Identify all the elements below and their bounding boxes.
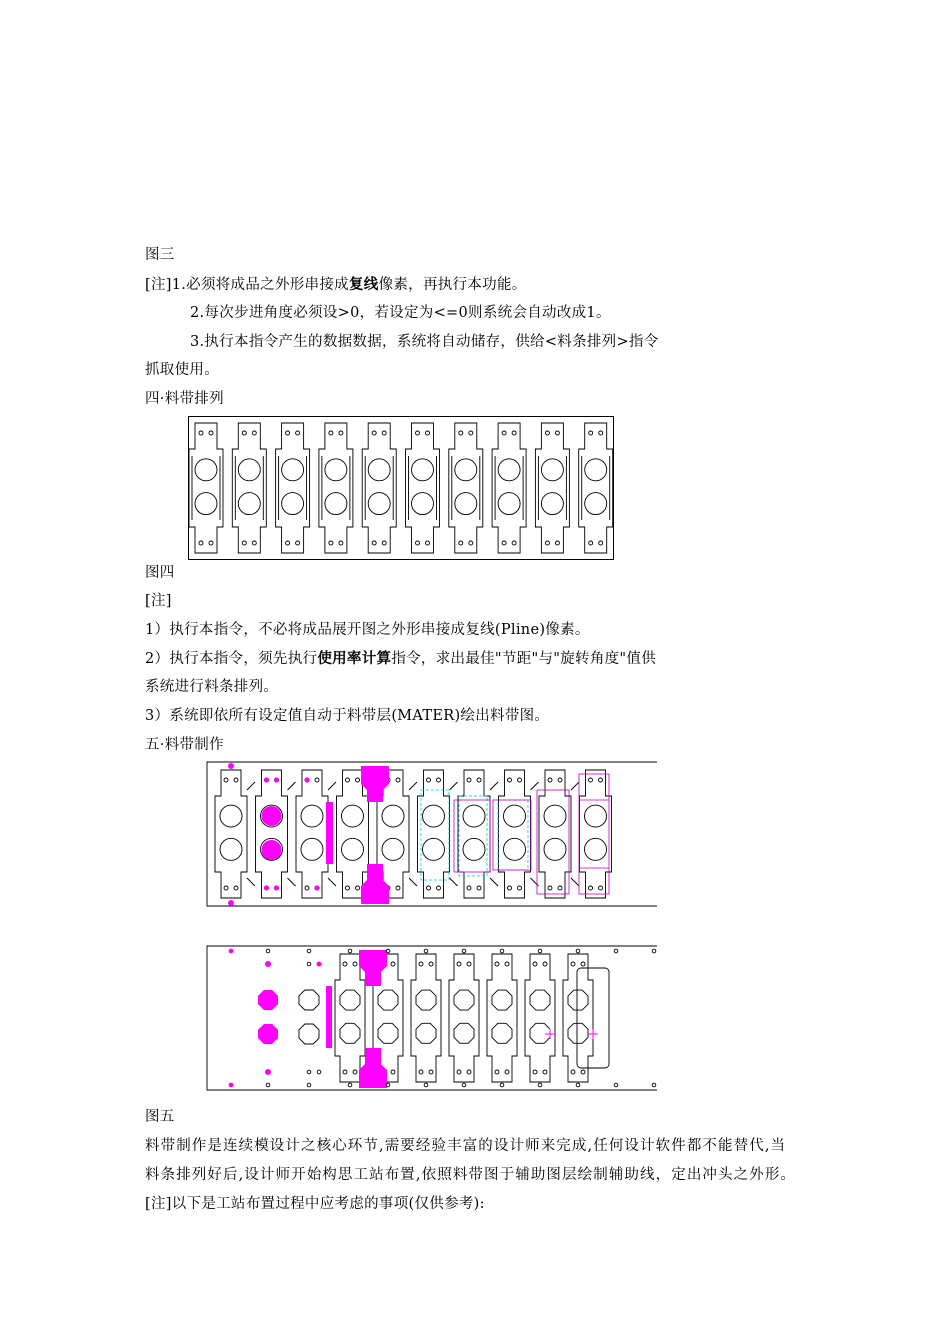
pilot-hole [429,962,433,966]
pilot-hole [462,1083,466,1087]
pilot-hole-punch [264,886,269,891]
part-outline [418,770,450,898]
pilot-hole [224,778,228,782]
part-hole [282,459,304,481]
part-hole [378,990,398,1010]
part-hole [220,805,242,827]
center-mark [588,1029,598,1039]
pilot-hole [437,886,441,890]
pilot-hole [307,949,311,953]
part-contour [406,423,440,553]
carrier-web [409,782,417,886]
aux-line-cyan [459,796,487,876]
pilot-hole [614,1083,618,1087]
part-outline [458,770,490,898]
pilot-hole [508,778,512,782]
part-contour [563,954,593,1082]
pilot-hole [266,949,270,953]
pilot-hole [548,886,552,890]
pilot-hole [548,778,552,782]
part-outline [232,423,266,553]
pilot-hole [459,541,463,545]
pilot-hole [495,1070,499,1074]
part-hole [340,1023,360,1043]
part-hole [412,493,434,515]
part-contour [319,423,353,553]
pilot-hole [589,431,593,435]
part-hole [368,493,390,515]
pilot-hole [424,1083,428,1087]
pilot-hole [234,886,238,890]
pilot-hole [469,541,473,545]
part-outline [335,954,365,1082]
pilot-hole [518,886,522,890]
figure-4-strip-layout [188,416,614,560]
carrier-web [571,782,579,886]
pilot-hole [429,1070,433,1074]
pilot-hole [477,886,481,890]
pilot-hole [391,962,395,966]
part-outline [579,423,613,553]
pilot-hole [339,431,343,435]
notch-punch-bottom [359,1048,387,1088]
part-outline [525,954,555,1082]
pilot-punch [228,900,234,906]
part-hole [382,805,404,827]
part-hole [342,838,364,860]
part-hole [195,493,217,515]
body-paragraph-line-3: [注]以下是工站布置过程中应考虑的事项(仅供参考): [145,1196,485,1212]
pilot-hole [315,778,319,782]
pilot-hole [500,1083,504,1087]
pilot-hole [502,541,506,545]
part-outline [189,423,223,553]
pilot-punch [229,1083,234,1088]
pilot-hole [426,541,430,545]
pilot-hole [589,541,593,545]
octagon-punch [258,1024,278,1044]
part-hole [412,459,434,481]
part-hole [504,805,526,827]
part-hole [585,838,607,860]
part-hole [416,1023,436,1043]
part-contour [580,770,612,898]
pilot-hole-punch [317,962,322,967]
pilot-hole [614,949,618,953]
part-outline [449,954,479,1082]
part-hole [325,493,347,515]
figure-5-strip-bottom [205,944,657,1092]
part-hole [463,838,485,860]
pilot-hole [538,1083,542,1087]
part-hole [301,838,323,860]
part-outline [563,954,593,1082]
note-4-1: 1）执行本指令，不必将成品展开图之外形串接成复线(Pline)像素。 [145,622,590,638]
pilot-hole [545,541,549,545]
pilot-hole [296,541,300,545]
pilot-hole [576,1083,580,1087]
pilot-hole [348,1083,352,1087]
part-hole [498,459,520,481]
pilot-hole [599,431,603,435]
part-hole [340,990,360,1010]
pilot-hole [652,1083,656,1087]
pilot-hole [356,886,360,890]
pilot-punch [229,949,234,954]
pilot-hole [286,431,290,435]
part-contour [335,954,365,1082]
part-hole [463,805,485,827]
pilot-hole [545,431,549,435]
part-contour [499,770,531,898]
hole-punch [262,806,282,826]
pilot-hole-punch [265,1069,271,1075]
part-outline [539,770,571,898]
pilot-hole [469,431,473,435]
note-3-1-bold: 复线 [348,277,379,293]
pilot-hole [599,541,603,545]
part-hole [325,459,347,481]
part-contour [362,423,396,553]
pilot-hole [427,886,431,890]
part-hole [504,838,526,860]
part-hole [454,990,474,1010]
part-hole [544,838,566,860]
pilot-hole [558,886,562,890]
part-hole [541,493,563,515]
pilot-hole [505,1070,509,1074]
part-outline [337,770,369,898]
carrier-web [247,782,255,886]
pilot-hole [533,1070,537,1074]
pilot-hole [419,1070,423,1074]
note-4-2-continued: 系统进行料条排列。 [145,679,279,695]
pilot-hole [543,1070,547,1074]
body-paragraph-line-2: 料条排列好后,设计师开始构思工站布置,依照料带图于辅助图层绘制辅助线，定出冲头之外形。 [145,1167,797,1183]
pilot-hole [346,886,350,890]
pilot-hole [209,431,213,435]
pilot-hole [419,962,423,966]
figure-5-caption: 图五 [145,1109,175,1125]
note-4-2-a: 2）执行本指令，须先执行 [145,651,318,667]
pilot-hole [467,962,471,966]
pilot-hole [348,949,352,953]
part-hole [238,493,260,515]
pilot-hole [437,778,441,782]
part-outline [449,423,483,553]
figure-5-strip-top [205,760,657,910]
pilot-hole [427,778,431,782]
part-hole [492,1023,512,1043]
part-hole [368,459,390,481]
part-contour [276,423,310,553]
part-outline [276,423,310,553]
pilot-hole [416,541,420,545]
pilot-hole [576,949,580,953]
pilot-hole [307,962,311,966]
part-hole [378,1023,398,1043]
pilot-hole [234,778,238,782]
part-hole [455,459,477,481]
pilot-hole [555,431,559,435]
pilot-hole [252,541,256,545]
pilot-hole [467,1070,471,1074]
pilot-hole [505,962,509,966]
section-5-heading: 五·料带制作 [145,737,224,753]
pilot-hole [382,431,386,435]
pilot-hole [508,886,512,890]
part-hole [492,990,512,1010]
pilot-hole [424,949,428,953]
part-hole [423,838,445,860]
pilot-hole-punch [264,778,269,783]
strip-border [207,762,657,906]
pilot-hole-punch [274,778,279,783]
part-contour [579,423,613,553]
aux-line-magenta [579,774,609,894]
pilot-hole [652,949,656,953]
part-hole [423,805,445,827]
pilot-hole [296,431,300,435]
part-contour [296,770,328,898]
part-contour [525,954,555,1082]
part-hole [568,990,588,1010]
carrier-web [288,782,296,886]
part-contour [449,954,479,1082]
note-3-1 [145,276,527,294]
part-hole [301,805,323,827]
part-contour [449,423,483,553]
pilot-hole [457,962,461,966]
pilot-hole [457,1070,461,1074]
pilot-hole [416,431,420,435]
pilot-hole [538,949,542,953]
pilot-hole-punch [305,778,310,783]
note-4-3: 3）系统即依所有设定值自动于料带层(MATER)绘出料带图。 [145,708,550,724]
note-3-3-continued: 抓取使用。 [145,362,219,378]
slot-punch [326,802,333,864]
part-contour [539,770,571,898]
notch-punch-bottom [361,864,389,904]
pilot-hole-punch [274,886,279,891]
part-hole [342,805,364,827]
pilot-hole [305,886,309,890]
pilot-hole [599,778,603,782]
pilot-hole-punch [265,961,271,967]
part-contour [492,423,526,553]
pilot-hole [343,962,347,966]
pilot-hole [495,962,499,966]
note-4-2-bold: 使用率计算 [317,651,392,667]
pilot-hole [571,962,575,966]
part-hole [585,493,607,515]
pilot-hole [571,1070,575,1074]
part-outline [411,954,441,1082]
pilot-hole [346,778,350,782]
part-contour [337,770,369,898]
pilot-hole [543,962,547,966]
part-outline [492,423,526,553]
part-hole [544,805,566,827]
part-hole [416,990,436,1010]
pilot-hole [502,431,506,435]
part-contour [256,770,288,898]
pilot-hole [396,886,400,890]
pilot-hole [252,431,256,435]
part-contour [418,770,450,898]
pilot-hole [391,1070,395,1074]
part-hole [585,805,607,827]
part-hole [454,1023,474,1043]
pilot-hole [426,431,430,435]
note-3-3: 3.执行本指令产生的数据数据，系统将自动储存，供给<料条排列>指令 [190,334,659,350]
part-outline [406,423,440,553]
pilot-hole [558,778,562,782]
carrier-web [450,782,458,886]
octagon-hole [299,990,319,1010]
part-outline [535,423,569,553]
part-contour [535,423,569,553]
part-hole [585,459,607,481]
pilot-hole [266,1083,270,1087]
note-3-1-a: [注]1.必须将成品之外形串接成 [145,277,349,293]
part-hole [455,493,477,515]
carrier-web [490,782,498,886]
pilot-hole [462,949,466,953]
pilot-hole [396,778,400,782]
note-4-2 [145,650,656,668]
note-3-2: 2.每次步进角度必须设>0，若设定为<=0则系统会自动改成1。 [190,305,611,321]
pilot-hole [307,1070,311,1074]
part-outline [362,423,396,553]
pilot-hole [242,431,246,435]
pilot-hole [356,778,360,782]
pilot-hole-punch [315,886,320,891]
part-hole [530,990,550,1010]
pilot-hole [589,778,593,782]
part-outline [499,770,531,898]
part-outline [580,770,612,898]
part-outline [296,770,328,898]
part-contour [215,770,247,898]
part-outline [319,423,353,553]
pilot-hole [372,541,376,545]
pilot-hole [599,886,603,890]
pilot-hole [199,431,203,435]
part-hole [238,459,260,481]
part-hole [541,459,563,481]
slot-punch [326,986,332,1048]
center-mark [545,1029,555,1039]
pilot-hole [512,541,516,545]
note-4-2-b: 指令，求出最佳"节距"与"旋转角度"值供 [391,651,657,667]
pilot-hole [477,778,481,782]
part-hole [530,1023,550,1043]
pilot-hole [329,431,333,435]
part-contour [411,954,441,1082]
part-contour [458,770,490,898]
pilot-hole [500,949,504,953]
part-contour [487,954,517,1082]
hole-punch [262,840,282,860]
pilot-hole [459,431,463,435]
figure-3-caption: 图三 [145,247,175,263]
figure-4-caption: 图四 [145,565,175,581]
pilot-hole [589,886,593,890]
pilot-hole [518,778,522,782]
pilot-hole [533,962,537,966]
pilot-hole [199,541,203,545]
part-hole [195,459,217,481]
octagon-punch [258,990,278,1010]
pilot-hole [512,431,516,435]
pilot-hole [307,1083,311,1087]
part-hole [568,1023,588,1043]
part-hole [282,493,304,515]
part-outline [487,954,517,1082]
pilot-hole [467,778,471,782]
pilot-hole [329,541,333,545]
pilot-hole [209,541,213,545]
note-3-1-b: 像素，再执行本功能。 [378,277,527,293]
pilot-hole [353,1070,357,1074]
pilot-hole [242,541,246,545]
pilot-punch [228,763,234,769]
pilot-hole [353,962,357,966]
body-paragraph-line-1: 料带制作是连续模设计之核心环节,需要经验丰富的设计师来完成,任何设计软件都不能替代,当 [145,1138,787,1154]
notch-punch-top [359,950,387,986]
part-outline [256,770,288,898]
section-4-heading: 四·料带排列 [145,391,224,407]
pilot-hole [581,1070,585,1074]
pilot-hole [372,431,376,435]
pilot-hole [339,541,343,545]
aux-line-cyan [421,790,449,880]
part-hole [498,493,520,515]
pilot-hole [343,1070,347,1074]
figure-4-notes-heading: [注] [145,593,172,609]
part-hole [382,838,404,860]
pilot-hole [555,541,559,545]
pilot-hole [382,541,386,545]
pilot-hole [317,1070,321,1074]
part-contour [232,423,266,553]
pilot-hole [581,962,585,966]
part-contour [189,423,223,553]
part-hole [220,838,242,860]
pilot-hole [467,886,471,890]
notch-punch-top [361,766,389,802]
part-outline [215,770,247,898]
pilot-hole [224,886,228,890]
octagon-hole [299,1024,319,1044]
pilot-hole [286,541,290,545]
